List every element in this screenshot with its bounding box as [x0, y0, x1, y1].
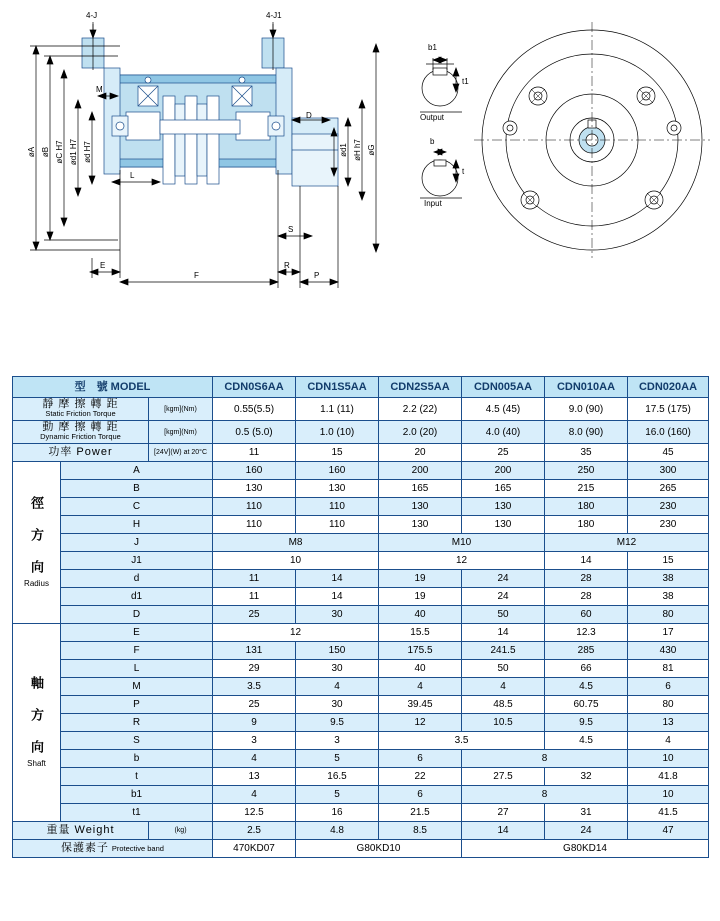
label-od1-right: ød1 — [339, 143, 348, 157]
cell: 9.5 — [545, 714, 628, 732]
cell: 110 — [296, 516, 379, 534]
row-label-S: S — [61, 732, 213, 750]
cell: 241.5 — [462, 642, 545, 660]
cell: 10 — [628, 750, 709, 768]
cell: 2.0 (20) — [379, 421, 462, 444]
cell: 30 — [296, 660, 379, 678]
cell: 2.2 (22) — [379, 398, 462, 421]
cell: 8 — [462, 750, 628, 768]
row-label-J1: J1 — [61, 552, 213, 570]
cell: 60 — [545, 606, 628, 624]
row-label-A: A — [61, 462, 213, 480]
label-b1: b1 — [428, 43, 437, 52]
cell: 12 — [379, 714, 462, 732]
cell: 30 — [296, 696, 379, 714]
table-row — [13, 714, 709, 732]
table-row — [13, 750, 709, 768]
cell: 230 — [628, 498, 709, 516]
cell: 250 — [545, 462, 628, 480]
cell: 4 — [379, 678, 462, 696]
header-model: 型 號 MODEL — [13, 377, 213, 398]
row-label-D: D — [61, 606, 213, 624]
cell: 230 — [628, 516, 709, 534]
group-label-radius: 徑 方 向 Radius — [13, 462, 61, 624]
cell: 0.5 (5.0) — [213, 421, 296, 444]
label-oc: øC H7 — [55, 140, 64, 164]
cell: 175.5 — [379, 642, 462, 660]
table-row — [13, 552, 709, 570]
label-r: R — [284, 261, 290, 270]
row-label-L: L — [61, 660, 213, 678]
cell: 17.5 (175) — [628, 398, 709, 421]
cell: 200 — [462, 462, 545, 480]
cell: 35 — [545, 444, 628, 462]
label-p: P — [314, 271, 320, 280]
table-row — [13, 678, 709, 696]
cell: 28 — [545, 570, 628, 588]
label-od: ød H7 — [83, 141, 92, 163]
row-unit-static-torque: [kgm](Nm) — [149, 398, 213, 421]
table-row — [13, 534, 709, 552]
row-label-b1: b1 — [61, 786, 213, 804]
table-row — [13, 732, 709, 750]
table-row — [13, 840, 709, 858]
cell: 45 — [628, 444, 709, 462]
row-label-F: F — [61, 642, 213, 660]
cell: M10 — [379, 534, 545, 552]
cell: 4 — [628, 732, 709, 750]
row-label-t1: t1 — [61, 804, 213, 822]
cell: 430 — [628, 642, 709, 660]
cell: 12.3 — [545, 624, 628, 642]
cell: 200 — [379, 462, 462, 480]
cell: 9.0 (90) — [545, 398, 628, 421]
cell: 11 — [213, 570, 296, 588]
table-row — [13, 480, 709, 498]
table-row — [13, 421, 709, 444]
header-col-2: CDN2S5AA — [379, 377, 462, 398]
cell: 130 — [213, 480, 296, 498]
row-label-H: H — [61, 516, 213, 534]
cell: 14 — [462, 624, 545, 642]
label-od1: ød1 H7 — [69, 138, 78, 166]
cell: 4 — [296, 678, 379, 696]
cell: 15.5 — [379, 624, 462, 642]
row-unit-weight: (kg) — [149, 822, 213, 840]
cell: 130 — [379, 498, 462, 516]
cell: 130 — [296, 480, 379, 498]
cell: 3 — [213, 732, 296, 750]
table-row — [13, 696, 709, 714]
cell: 28 — [545, 588, 628, 606]
cell: 165 — [379, 480, 462, 498]
table-row — [13, 822, 709, 840]
cell: 12 — [213, 624, 379, 642]
table-row — [13, 624, 709, 642]
label-4-j1: 4-J1 — [266, 11, 282, 20]
cell: 3.5 — [213, 678, 296, 696]
cell: 16.5 — [296, 768, 379, 786]
cell: 12.5 — [213, 804, 296, 822]
cell: 12 — [379, 552, 545, 570]
table-row — [13, 398, 709, 421]
cell: M8 — [213, 534, 379, 552]
header-col-0: CDN0S6AA — [213, 377, 296, 398]
cell: 6 — [379, 786, 462, 804]
table-row — [13, 804, 709, 822]
label-m: M — [96, 85, 103, 94]
cell: 27 — [462, 804, 545, 822]
cell: 131 — [213, 642, 296, 660]
cell: 4.5 (45) — [462, 398, 545, 421]
cell: 6 — [379, 750, 462, 768]
cell: 130 — [462, 516, 545, 534]
cell: 10 — [628, 786, 709, 804]
cell: 9 — [213, 714, 296, 732]
cell: 41.5 — [628, 804, 709, 822]
cell: 5 — [296, 750, 379, 768]
cell: 11 — [213, 588, 296, 606]
cell: 24 — [545, 822, 628, 840]
cell: 110 — [213, 516, 296, 534]
cell: 38 — [628, 588, 709, 606]
table-header-row — [13, 377, 709, 398]
cell: 180 — [545, 516, 628, 534]
cell: 14 — [462, 822, 545, 840]
cell: 38 — [628, 570, 709, 588]
cell: 24 — [462, 570, 545, 588]
label-oh: øH h7 — [353, 139, 362, 161]
cell: 4 — [213, 750, 296, 768]
label-t: t — [462, 167, 465, 176]
row-label-dynamic-torque: 動 摩 擦 轉 距 Dynamic Friction Torque — [13, 421, 149, 444]
cell: 110 — [296, 498, 379, 516]
cell: 10.5 — [462, 714, 545, 732]
cell: 1.1 (11) — [296, 398, 379, 421]
cell: 50 — [462, 606, 545, 624]
technical-drawing — [0, 0, 720, 360]
cell: 130 — [379, 516, 462, 534]
header-col-1: CDN1S5AA — [296, 377, 379, 398]
row-label-E: E — [61, 624, 213, 642]
cell: 14 — [545, 552, 628, 570]
table-row — [13, 570, 709, 588]
table-row — [13, 606, 709, 624]
cell: 160 — [213, 462, 296, 480]
cell: 10 — [213, 552, 379, 570]
cell: 0.55(5.5) — [213, 398, 296, 421]
row-label-weight: 重量 Weight — [13, 822, 149, 840]
row-label-b: b — [61, 750, 213, 768]
row-label-J: J — [61, 534, 213, 552]
cell: 25 — [462, 444, 545, 462]
group-label-shaft: 軸 方 向 Shaft — [13, 624, 61, 822]
label-e: E — [100, 261, 106, 270]
row-label-B: B — [61, 480, 213, 498]
table-row — [13, 516, 709, 534]
label-input: Input — [424, 199, 442, 208]
table-row — [13, 786, 709, 804]
cell: 3 — [296, 732, 379, 750]
cell: 29 — [213, 660, 296, 678]
cell: M12 — [545, 534, 709, 552]
specification-table-wrap — [12, 376, 708, 858]
cell: 81 — [628, 660, 709, 678]
cell: 32 — [545, 768, 628, 786]
cell: 25 — [213, 606, 296, 624]
cell: 300 — [628, 462, 709, 480]
cell: 25 — [213, 696, 296, 714]
cell: 16.0 (160) — [628, 421, 709, 444]
cell: 14 — [296, 588, 379, 606]
cell: 30 — [296, 606, 379, 624]
label-s: S — [288, 225, 294, 234]
cell: 6 — [628, 678, 709, 696]
cell: 80 — [628, 606, 709, 624]
cell: 22 — [379, 768, 462, 786]
cell: 4.5 — [545, 678, 628, 696]
cell: 470KD07 — [213, 840, 296, 858]
cell: 13 — [628, 714, 709, 732]
row-unit-power: [24V](W) at 20°C — [149, 444, 213, 462]
cell: 4.8 — [296, 822, 379, 840]
label-oa: øA — [27, 146, 36, 158]
cell: 160 — [296, 462, 379, 480]
row-label-d1: d1 — [61, 588, 213, 606]
label-f: F — [194, 271, 199, 280]
cell: 9.5 — [296, 714, 379, 732]
cell: 66 — [545, 660, 628, 678]
cell: 3.5 — [379, 732, 545, 750]
cell: 150 — [296, 642, 379, 660]
header-col-3: CDN005AA — [462, 377, 545, 398]
label-og: øG — [367, 144, 376, 156]
cell: 8 — [462, 786, 628, 804]
cell: 19 — [379, 588, 462, 606]
table-row — [13, 768, 709, 786]
header-col-5: CDN020AA — [628, 377, 709, 398]
cell: 5 — [296, 786, 379, 804]
label-ob: øB — [41, 146, 50, 158]
cell: 4.0 (40) — [462, 421, 545, 444]
table-row — [13, 660, 709, 678]
cell: 180 — [545, 498, 628, 516]
cell: 17 — [628, 624, 709, 642]
cell: 11 — [213, 444, 296, 462]
table-row — [13, 462, 709, 480]
cell: 48.5 — [462, 696, 545, 714]
cell: 39.45 — [379, 696, 462, 714]
label-b: b — [430, 137, 435, 146]
cell: 16 — [296, 804, 379, 822]
row-label-R: R — [61, 714, 213, 732]
cell: 2.5 — [213, 822, 296, 840]
header-col-4: CDN010AA — [545, 377, 628, 398]
cell: 80 — [628, 696, 709, 714]
cell: 110 — [213, 498, 296, 516]
cell: 41.8 — [628, 768, 709, 786]
cell: 165 — [462, 480, 545, 498]
cell: 4 — [213, 786, 296, 804]
row-label-C: C — [61, 498, 213, 516]
cell: 285 — [545, 642, 628, 660]
label-d: D — [306, 111, 312, 120]
cell: 8.5 — [379, 822, 462, 840]
cell: 13 — [213, 768, 296, 786]
cell: 265 — [628, 480, 709, 498]
cell: 20 — [379, 444, 462, 462]
cell: 40 — [379, 606, 462, 624]
cell: 215 — [545, 480, 628, 498]
table-row — [13, 444, 709, 462]
cell: 40 — [379, 660, 462, 678]
cell: 19 — [379, 570, 462, 588]
label-4-j: 4-J — [86, 11, 98, 20]
cell: 47 — [628, 822, 709, 840]
cell: 14 — [296, 570, 379, 588]
cell: 8.0 (90) — [545, 421, 628, 444]
row-label-M: M — [61, 678, 213, 696]
cell: 31 — [545, 804, 628, 822]
cell: 60.75 — [545, 696, 628, 714]
table-row — [13, 642, 709, 660]
label-l: L — [130, 171, 135, 180]
row-label-t: t — [61, 768, 213, 786]
cell: G80KD10 — [296, 840, 462, 858]
cell: 4.5 — [545, 732, 628, 750]
table-row — [13, 588, 709, 606]
row-label-d: d — [61, 570, 213, 588]
row-label-power: 功率 Power — [13, 444, 149, 462]
label-t1: t1 — [462, 77, 469, 86]
row-label-P: P — [61, 696, 213, 714]
label-output: Output — [420, 113, 445, 122]
cell: 27.5 — [462, 768, 545, 786]
table-row — [13, 498, 709, 516]
row-unit-dynamic-torque: [kgm](Nm) — [149, 421, 213, 444]
cell: 4 — [462, 678, 545, 696]
specification-table — [12, 376, 709, 858]
cell: 15 — [628, 552, 709, 570]
cell: 15 — [296, 444, 379, 462]
drawing-svg — [0, 0, 720, 360]
cell: 21.5 — [379, 804, 462, 822]
row-label-protective-band: 保護素子 Protective band — [13, 840, 213, 858]
cell: 24 — [462, 588, 545, 606]
cell: 1.0 (10) — [296, 421, 379, 444]
cell: 130 — [462, 498, 545, 516]
cell: G80KD14 — [462, 840, 709, 858]
row-label-static-torque: 靜 摩 擦 轉 距 Static Friction Torque — [13, 398, 149, 421]
cell: 50 — [462, 660, 545, 678]
